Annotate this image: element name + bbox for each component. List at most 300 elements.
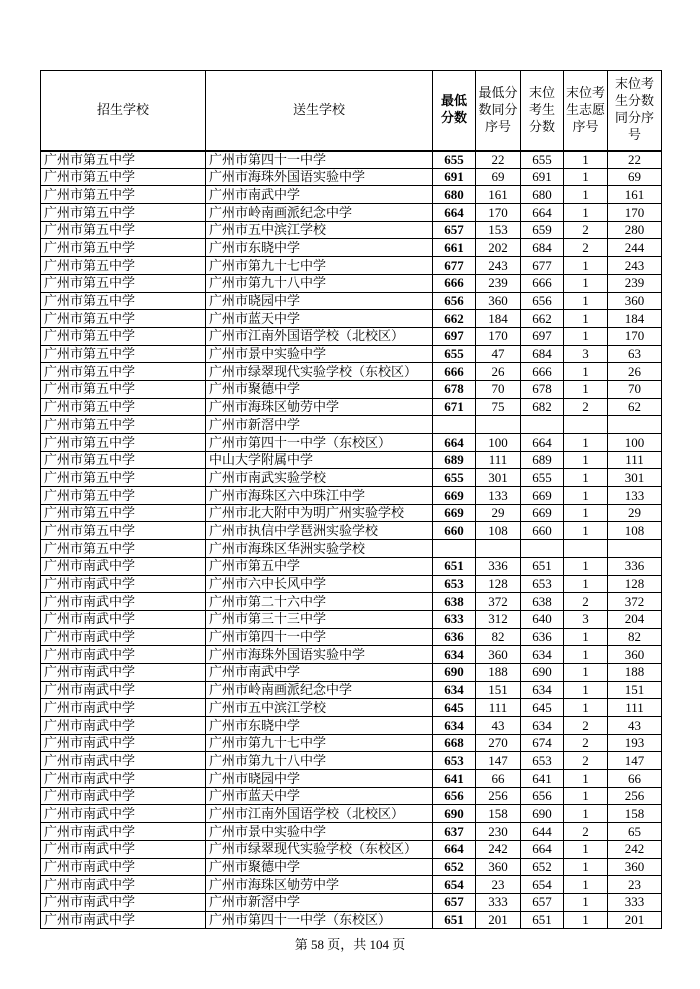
min-score-tie-seq-cell: 360 <box>476 292 521 310</box>
recruiting-school-cell: 广州市第五中学 <box>41 487 206 505</box>
last-candidate-choice-seq-cell: 1 <box>564 911 608 929</box>
min-score-cell: 664 <box>433 840 476 858</box>
recruiting-school-cell: 广州市第五中学 <box>41 186 206 204</box>
min-score-tie-seq-cell: 161 <box>476 186 521 204</box>
recruiting-school-cell: 广州市南武中学 <box>41 840 206 858</box>
last-candidate-tie-seq-cell: 161 <box>608 186 662 204</box>
col-header-last-candidate-score: 末位考生分数 <box>521 71 564 151</box>
table-row <box>41 504 662 522</box>
col-header-last-candidate-tie-seq: 末位考生分数同分序号 <box>608 71 662 151</box>
last-candidate-tie-seq-cell: 108 <box>608 522 662 540</box>
min-score-tie-seq-cell: 158 <box>476 805 521 823</box>
min-score-tie-seq-cell: 111 <box>476 699 521 717</box>
min-score-cell: 634 <box>433 646 476 664</box>
table-row <box>41 151 662 169</box>
last-candidate-score-cell: 666 <box>521 274 564 292</box>
sending-school-cell: 广州市五中滨江学校 <box>206 221 433 239</box>
recruiting-school-cell: 广州市南武中学 <box>41 575 206 593</box>
sending-school-cell: 广州市景中实验中学 <box>206 823 433 841</box>
sending-school-cell: 广州市执信中学琶洲实验学校 <box>206 522 433 540</box>
last-candidate-score-cell: 657 <box>521 893 564 911</box>
min-score-cell: 645 <box>433 699 476 717</box>
table-row <box>41 593 662 611</box>
sending-school-cell: 广州市第九十七中学 <box>206 734 433 752</box>
last-candidate-choice-seq-cell: 1 <box>564 805 608 823</box>
last-candidate-score-cell: 656 <box>521 292 564 310</box>
last-candidate-choice-seq-cell: 2 <box>564 823 608 841</box>
recruiting-school-cell: 广州市第五中学 <box>41 168 206 186</box>
last-candidate-choice-seq-cell: 3 <box>564 345 608 363</box>
table-row <box>41 398 662 416</box>
min-score-cell: 653 <box>433 752 476 770</box>
table-row <box>41 770 662 788</box>
min-score-tie-seq-cell: 26 <box>476 363 521 381</box>
table-row <box>41 487 662 505</box>
sending-school-cell: 广州市岭南画派纪念中学 <box>206 681 433 699</box>
table-row <box>41 469 662 487</box>
min-score-cell: 669 <box>433 487 476 505</box>
sending-school-cell: 广州市江南外国语学校（北校区） <box>206 327 433 345</box>
recruiting-school-cell: 广州市南武中学 <box>41 717 206 735</box>
table-row <box>41 610 662 628</box>
min-score-cell: 657 <box>433 221 476 239</box>
recruiting-school-cell: 广州市第五中学 <box>41 398 206 416</box>
sending-school-cell: 广州市第五中学 <box>206 557 433 575</box>
min-score-cell: 677 <box>433 257 476 275</box>
table-row <box>41 893 662 911</box>
table-row <box>41 681 662 699</box>
sending-school-cell: 广州市聚德中学 <box>206 858 433 876</box>
last-candidate-choice-seq-cell: 1 <box>564 770 608 788</box>
table-row <box>41 911 662 929</box>
min-score-tie-seq-cell: 47 <box>476 345 521 363</box>
recruiting-school-cell: 广州市第五中学 <box>41 274 206 292</box>
table-row <box>41 168 662 186</box>
table-header-row <box>41 71 662 151</box>
min-score-tie-seq-cell: 147 <box>476 752 521 770</box>
last-candidate-score-cell: 662 <box>521 310 564 328</box>
recruiting-school-cell: 广州市南武中学 <box>41 557 206 575</box>
last-candidate-score-cell: 678 <box>521 380 564 398</box>
last-candidate-choice-seq-cell: 3 <box>564 610 608 628</box>
min-score-tie-seq-cell: 201 <box>476 911 521 929</box>
last-candidate-score-cell <box>521 540 564 558</box>
table-row <box>41 787 662 805</box>
table-row <box>41 221 662 239</box>
last-candidate-choice-seq-cell: 1 <box>564 522 608 540</box>
sending-school-cell: 广州市南武中学 <box>206 186 433 204</box>
last-candidate-tie-seq-cell: 133 <box>608 487 662 505</box>
sending-school-cell: 广州市新滘中学 <box>206 893 433 911</box>
recruiting-school-cell: 广州市第五中学 <box>41 239 206 257</box>
last-candidate-tie-seq-cell: 62 <box>608 398 662 416</box>
sending-school-cell: 广州市绿翠现代实验学校（东校区） <box>206 840 433 858</box>
last-candidate-score-cell: 653 <box>521 752 564 770</box>
min-score-cell: 664 <box>433 434 476 452</box>
last-candidate-score-cell: 684 <box>521 239 564 257</box>
recruiting-school-cell: 广州市南武中学 <box>41 893 206 911</box>
min-score-tie-seq-cell: 256 <box>476 787 521 805</box>
table-row <box>41 646 662 664</box>
last-candidate-tie-seq-cell: 242 <box>608 840 662 858</box>
last-candidate-tie-seq-cell: 301 <box>608 469 662 487</box>
min-score-cell: 653 <box>433 575 476 593</box>
sending-school-cell: 广州市第九十八中学 <box>206 752 433 770</box>
table-row <box>41 717 662 735</box>
table-row <box>41 239 662 257</box>
min-score-cell: 634 <box>433 681 476 699</box>
last-candidate-choice-seq-cell: 1 <box>564 840 608 858</box>
table-row <box>41 663 662 681</box>
last-candidate-score-cell: 674 <box>521 734 564 752</box>
last-candidate-choice-seq-cell: 1 <box>564 168 608 186</box>
col-header-min-score-tie-seq: 最低分数同分序号 <box>476 71 521 151</box>
last-candidate-choice-seq-cell: 1 <box>564 646 608 664</box>
min-score-tie-seq-cell: 66 <box>476 770 521 788</box>
last-candidate-choice-seq-cell <box>564 540 608 558</box>
sending-school-cell: 广州市第九十七中学 <box>206 257 433 275</box>
last-candidate-choice-seq-cell: 2 <box>564 593 608 611</box>
last-candidate-tie-seq-cell: 360 <box>608 858 662 876</box>
last-candidate-choice-seq-cell: 1 <box>564 451 608 469</box>
min-score-tie-seq-cell: 43 <box>476 717 521 735</box>
table-row <box>41 257 662 275</box>
last-candidate-tie-seq-cell: 280 <box>608 221 662 239</box>
table-row <box>41 274 662 292</box>
table-row <box>41 345 662 363</box>
last-candidate-tie-seq-cell: 256 <box>608 787 662 805</box>
min-score-cell: 666 <box>433 274 476 292</box>
last-candidate-score-cell: 634 <box>521 717 564 735</box>
min-score-cell: 636 <box>433 628 476 646</box>
recruiting-school-cell: 广州市第五中学 <box>41 469 206 487</box>
sending-school-cell: 广州市南武实验学校 <box>206 469 433 487</box>
sending-school-cell: 广州市东晓中学 <box>206 717 433 735</box>
recruiting-school-cell: 广州市第五中学 <box>41 345 206 363</box>
last-candidate-choice-seq-cell: 1 <box>564 204 608 222</box>
min-score-cell: 637 <box>433 823 476 841</box>
table-row <box>41 416 662 434</box>
last-candidate-score-cell: 655 <box>521 151 564 169</box>
last-candidate-tie-seq-cell: 336 <box>608 557 662 575</box>
min-score-tie-seq-cell: 360 <box>476 646 521 664</box>
last-candidate-tie-seq-cell: 69 <box>608 168 662 186</box>
sending-school-cell: 广州市江南外国语学校（北校区） <box>206 805 433 823</box>
min-score-tie-seq-cell: 128 <box>476 575 521 593</box>
min-score-cell: 669 <box>433 504 476 522</box>
sending-school-cell: 广州市南武中学 <box>206 663 433 681</box>
min-score-tie-seq-cell: 336 <box>476 557 521 575</box>
min-score-cell: 662 <box>433 310 476 328</box>
last-candidate-tie-seq-cell: 201 <box>608 911 662 929</box>
sending-school-cell: 广州市晓园中学 <box>206 770 433 788</box>
min-score-cell: 690 <box>433 663 476 681</box>
last-candidate-tie-seq-cell <box>608 540 662 558</box>
min-score-cell: 680 <box>433 186 476 204</box>
last-candidate-score-cell: 691 <box>521 168 564 186</box>
min-score-tie-seq-cell: 75 <box>476 398 521 416</box>
last-candidate-tie-seq-cell: 360 <box>608 292 662 310</box>
sending-school-cell: 广州市东晓中学 <box>206 239 433 257</box>
last-candidate-score-cell: 690 <box>521 663 564 681</box>
min-score-tie-seq-cell: 170 <box>476 327 521 345</box>
last-candidate-score-cell: 644 <box>521 823 564 841</box>
last-candidate-score-cell: 669 <box>521 504 564 522</box>
min-score-tie-seq-cell: 153 <box>476 221 521 239</box>
min-score-cell: 651 <box>433 911 476 929</box>
last-candidate-choice-seq-cell: 1 <box>564 274 608 292</box>
admission-scores-table <box>40 70 662 929</box>
min-score-tie-seq-cell: 301 <box>476 469 521 487</box>
last-candidate-tie-seq-cell: 372 <box>608 593 662 611</box>
min-score-tie-seq-cell: 243 <box>476 257 521 275</box>
min-score-cell: 689 <box>433 451 476 469</box>
last-candidate-choice-seq-cell: 1 <box>564 380 608 398</box>
sending-school-cell: 广州市蓝天中学 <box>206 787 433 805</box>
last-candidate-score-cell: 689 <box>521 451 564 469</box>
recruiting-school-cell: 广州市第五中学 <box>41 310 206 328</box>
last-candidate-score-cell: 634 <box>521 681 564 699</box>
recruiting-school-cell: 广州市第五中学 <box>41 504 206 522</box>
last-candidate-score-cell: 640 <box>521 610 564 628</box>
last-candidate-score-cell: 666 <box>521 363 564 381</box>
last-candidate-choice-seq-cell: 2 <box>564 398 608 416</box>
last-candidate-tie-seq-cell: 170 <box>608 327 662 345</box>
table-row <box>41 522 662 540</box>
last-candidate-score-cell: 664 <box>521 840 564 858</box>
last-candidate-tie-seq-cell: 22 <box>608 151 662 169</box>
col-header-last-candidate-choice-seq: 末位考生志愿序号 <box>564 71 608 151</box>
table-body <box>41 151 662 929</box>
col-header-recruiting-school: 招生学校 <box>41 71 206 151</box>
table-row <box>41 752 662 770</box>
last-candidate-score-cell: 664 <box>521 434 564 452</box>
last-candidate-score-cell: 655 <box>521 469 564 487</box>
table-row <box>41 858 662 876</box>
table-row <box>41 575 662 593</box>
min-score-cell: 654 <box>433 876 476 894</box>
min-score-cell: 633 <box>433 610 476 628</box>
recruiting-school-cell: 广州市第五中学 <box>41 522 206 540</box>
page-number-footer: 第 58 页，共 104 页 <box>294 937 406 952</box>
last-candidate-choice-seq-cell: 1 <box>564 327 608 345</box>
min-score-tie-seq-cell: 29 <box>476 504 521 522</box>
last-candidate-score-cell: 641 <box>521 770 564 788</box>
last-candidate-score-cell: 669 <box>521 487 564 505</box>
sending-school-cell: 广州市岭南画派纪念中学 <box>206 204 433 222</box>
last-candidate-tie-seq-cell: 158 <box>608 805 662 823</box>
sending-school-cell: 广州市海珠外国语实验中学 <box>206 168 433 186</box>
min-score-tie-seq-cell: 70 <box>476 380 521 398</box>
recruiting-school-cell: 广州市第五中学 <box>41 292 206 310</box>
last-candidate-choice-seq-cell: 1 <box>564 663 608 681</box>
min-score-cell: 690 <box>433 805 476 823</box>
sending-school-cell: 广州市第三十三中学 <box>206 610 433 628</box>
sending-school-cell: 广州市新滘中学 <box>206 416 433 434</box>
sending-school-cell: 广州市第四十一中学 <box>206 628 433 646</box>
sending-school-cell: 广州市绿翠现代实验学校（东校区） <box>206 363 433 381</box>
recruiting-school-cell: 广州市南武中学 <box>41 823 206 841</box>
recruiting-school-cell: 广州市第五中学 <box>41 204 206 222</box>
last-candidate-tie-seq-cell: 43 <box>608 717 662 735</box>
table-row <box>41 805 662 823</box>
table-row <box>41 840 662 858</box>
sending-school-cell: 广州市第二十六中学 <box>206 593 433 611</box>
last-candidate-score-cell: 697 <box>521 327 564 345</box>
sending-school-cell: 广州市北大附中为明广州实验学校 <box>206 504 433 522</box>
last-candidate-choice-seq-cell: 1 <box>564 575 608 593</box>
last-candidate-score-cell: 654 <box>521 876 564 894</box>
last-candidate-choice-seq-cell: 1 <box>564 487 608 505</box>
last-candidate-score-cell: 656 <box>521 787 564 805</box>
sending-school-cell: 广州市海珠区劬劳中学 <box>206 398 433 416</box>
last-candidate-tie-seq-cell: 170 <box>608 204 662 222</box>
last-candidate-choice-seq-cell: 1 <box>564 681 608 699</box>
last-candidate-choice-seq-cell: 1 <box>564 186 608 204</box>
min-score-cell: 666 <box>433 363 476 381</box>
min-score-cell: 652 <box>433 858 476 876</box>
last-candidate-choice-seq-cell: 1 <box>564 469 608 487</box>
recruiting-school-cell: 广州市南武中学 <box>41 734 206 752</box>
last-candidate-tie-seq-cell: 100 <box>608 434 662 452</box>
last-candidate-tie-seq-cell: 147 <box>608 752 662 770</box>
last-candidate-choice-seq-cell: 2 <box>564 221 608 239</box>
table-row <box>41 540 662 558</box>
min-score-tie-seq-cell: 372 <box>476 593 521 611</box>
col-header-min-score: 最低分数 <box>433 71 476 151</box>
last-candidate-choice-seq-cell: 1 <box>564 310 608 328</box>
last-candidate-tie-seq-cell: 63 <box>608 345 662 363</box>
last-candidate-score-cell: 638 <box>521 593 564 611</box>
table-row <box>41 434 662 452</box>
last-candidate-tie-seq-cell: 360 <box>608 646 662 664</box>
last-candidate-score-cell: 684 <box>521 345 564 363</box>
min-score-cell: 634 <box>433 717 476 735</box>
min-score-cell: 656 <box>433 787 476 805</box>
table-row <box>41 823 662 841</box>
min-score-cell: 638 <box>433 593 476 611</box>
recruiting-school-cell: 广州市南武中学 <box>41 876 206 894</box>
last-candidate-score-cell: 682 <box>521 398 564 416</box>
min-score-tie-seq-cell: 69 <box>476 168 521 186</box>
sending-school-cell: 广州市第四十一中学（东校区） <box>206 911 433 929</box>
sending-school-cell: 广州市六中长风中学 <box>206 575 433 593</box>
last-candidate-score-cell: 653 <box>521 575 564 593</box>
min-score-cell: 691 <box>433 168 476 186</box>
min-score-cell: 678 <box>433 380 476 398</box>
sending-school-cell: 广州市第四十一中学（东校区） <box>206 434 433 452</box>
recruiting-school-cell: 广州市第五中学 <box>41 327 206 345</box>
last-candidate-score-cell: 690 <box>521 805 564 823</box>
recruiting-school-cell: 广州市第五中学 <box>41 363 206 381</box>
col-header-sending-school: 送生学校 <box>206 71 433 151</box>
min-score-cell: 657 <box>433 893 476 911</box>
sending-school-cell: 广州市海珠外国语实验中学 <box>206 646 433 664</box>
recruiting-school-cell: 广州市第五中学 <box>41 380 206 398</box>
min-score-cell: 655 <box>433 151 476 169</box>
sending-school-cell: 中山大学附属中学 <box>206 451 433 469</box>
min-score-tie-seq-cell: 184 <box>476 310 521 328</box>
min-score-cell <box>433 416 476 434</box>
table-row <box>41 204 662 222</box>
recruiting-school-cell: 广州市第五中学 <box>41 416 206 434</box>
recruiting-school-cell: 广州市南武中学 <box>41 681 206 699</box>
last-candidate-choice-seq-cell: 1 <box>564 257 608 275</box>
last-candidate-tie-seq-cell: 204 <box>608 610 662 628</box>
last-candidate-tie-seq-cell: 184 <box>608 310 662 328</box>
min-score-tie-seq-cell: 242 <box>476 840 521 858</box>
min-score-tie-seq-cell: 111 <box>476 451 521 469</box>
recruiting-school-cell: 广州市第五中学 <box>41 151 206 169</box>
min-score-cell: 660 <box>433 522 476 540</box>
recruiting-school-cell: 广州市南武中学 <box>41 858 206 876</box>
recruiting-school-cell: 广州市南武中学 <box>41 770 206 788</box>
last-candidate-choice-seq-cell: 1 <box>564 699 608 717</box>
sending-school-cell: 广州市蓝天中学 <box>206 310 433 328</box>
last-candidate-tie-seq-cell: 26 <box>608 363 662 381</box>
last-candidate-tie-seq-cell: 111 <box>608 699 662 717</box>
recruiting-school-cell: 广州市第五中学 <box>41 451 206 469</box>
last-candidate-score-cell <box>521 416 564 434</box>
table-row <box>41 310 662 328</box>
last-candidate-tie-seq-cell: 244 <box>608 239 662 257</box>
table-row <box>41 380 662 398</box>
min-score-tie-seq-cell: 133 <box>476 487 521 505</box>
recruiting-school-cell: 广州市第五中学 <box>41 540 206 558</box>
table-row <box>41 628 662 646</box>
recruiting-school-cell: 广州市第五中学 <box>41 221 206 239</box>
table-row <box>41 186 662 204</box>
last-candidate-choice-seq-cell: 1 <box>564 363 608 381</box>
last-candidate-choice-seq-cell: 1 <box>564 858 608 876</box>
last-candidate-tie-seq-cell <box>608 416 662 434</box>
last-candidate-tie-seq-cell: 239 <box>608 274 662 292</box>
last-candidate-score-cell: 651 <box>521 557 564 575</box>
recruiting-school-cell: 广州市南武中学 <box>41 787 206 805</box>
last-candidate-choice-seq-cell: 1 <box>564 504 608 522</box>
min-score-cell: 661 <box>433 239 476 257</box>
table-row <box>41 734 662 752</box>
last-candidate-tie-seq-cell: 193 <box>608 734 662 752</box>
last-candidate-score-cell: 636 <box>521 628 564 646</box>
last-candidate-tie-seq-cell: 188 <box>608 663 662 681</box>
last-candidate-score-cell: 664 <box>521 204 564 222</box>
last-candidate-tie-seq-cell: 151 <box>608 681 662 699</box>
min-score-tie-seq-cell: 100 <box>476 434 521 452</box>
min-score-tie-seq-cell: 151 <box>476 681 521 699</box>
min-score-cell: 656 <box>433 292 476 310</box>
last-candidate-score-cell: 651 <box>521 911 564 929</box>
last-candidate-tie-seq-cell: 23 <box>608 876 662 894</box>
last-candidate-tie-seq-cell: 333 <box>608 893 662 911</box>
min-score-cell: 664 <box>433 204 476 222</box>
recruiting-school-cell: 广州市南武中学 <box>41 628 206 646</box>
min-score-cell: 697 <box>433 327 476 345</box>
last-candidate-choice-seq-cell: 2 <box>564 734 608 752</box>
sending-school-cell: 广州市海珠区华洲实验学校 <box>206 540 433 558</box>
min-score-tie-seq-cell: 230 <box>476 823 521 841</box>
table-row <box>41 876 662 894</box>
min-score-cell <box>433 540 476 558</box>
sending-school-cell: 广州市聚德中学 <box>206 380 433 398</box>
min-score-tie-seq-cell: 23 <box>476 876 521 894</box>
last-candidate-tie-seq-cell: 65 <box>608 823 662 841</box>
min-score-tie-seq-cell: 270 <box>476 734 521 752</box>
sending-school-cell: 广州市五中滨江学校 <box>206 699 433 717</box>
last-candidate-score-cell: 659 <box>521 221 564 239</box>
table-row <box>41 699 662 717</box>
recruiting-school-cell: 广州市南武中学 <box>41 646 206 664</box>
